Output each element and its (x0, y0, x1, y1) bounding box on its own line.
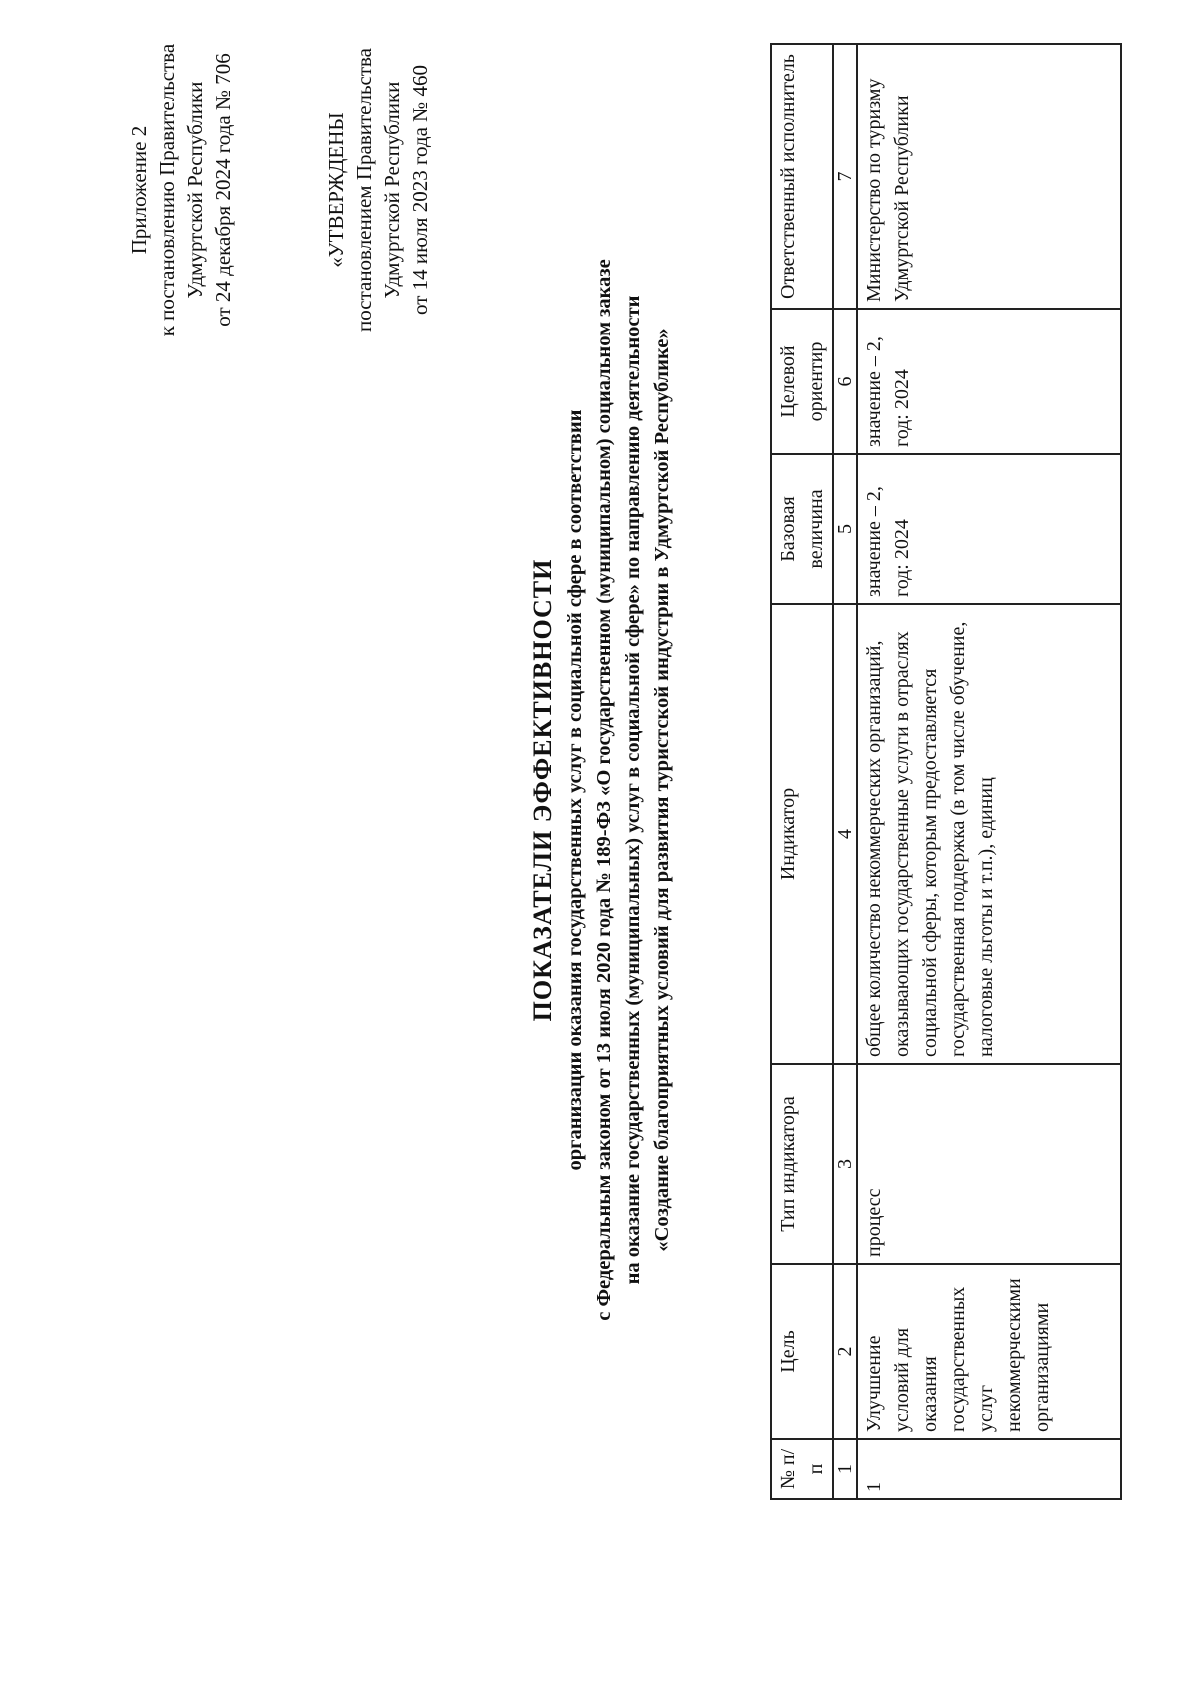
cell-executor: Министерство по туризму Удмуртской Республики (857, 44, 1121, 309)
column-number-row (833, 44, 857, 1499)
column-number: 7 (833, 44, 857, 309)
appendix-line: к постановлению Правительства (155, 43, 179, 337)
table-row (857, 44, 1121, 1499)
indicators-table (770, 43, 1122, 1500)
document-subtitle-line: «Создание благоприятных условий для развития туристской индустрии в Удмуртской Республике» (651, 328, 673, 1252)
approval-block (322, 30, 434, 350)
column-header-type: Тип индикатора (771, 1064, 833, 1264)
column-header-goal: Цель (771, 1264, 833, 1439)
cell-base: значение – 2, год: 2024 (857, 454, 1121, 604)
column-header-executor: Ответственный исполнитель (771, 44, 833, 309)
appendix-line: Приложение 2 (127, 125, 151, 255)
cell-indicator: общее количество некоммерческих организаций, оказывающих государственные услуги в отраслях социальной сферы, которым предоставляется государственная поддержка (в том числе обучение, налоговые льготы и т.п.), единиц (857, 604, 1121, 1064)
document-subtitle-line: с Федеральным законом от 13 июля 2020 года № 189-ФЗ «О государственном (муниципальном) социальном заказе (593, 259, 615, 1321)
column-header-target: Целевой ориентир (771, 309, 833, 454)
cell-goal: Улучшение условий для оказания государственных услуг некоммерческими организациями (857, 1264, 1121, 1439)
column-number: 4 (833, 604, 857, 1064)
table-header-row (771, 44, 833, 1499)
appendix-line: Удмуртской Республики (183, 81, 207, 299)
cell-target: значение – 2, год: 2024 (857, 309, 1121, 454)
column-number: 3 (833, 1064, 857, 1264)
document-subtitle-line: организации оказания государственных услуг в социальной сфере в соответствии (564, 409, 586, 1171)
column-number: 1 (833, 1439, 857, 1499)
appendix-block (125, 30, 237, 350)
approval-line: Удмуртской Республики (380, 81, 404, 299)
column-number: 2 (833, 1264, 857, 1439)
cell-no: 1 (857, 1439, 1121, 1499)
column-number: 6 (833, 309, 857, 454)
approval-line: от 14 июля 2023 года № 460 (408, 65, 432, 315)
column-number: 5 (833, 454, 857, 604)
column-header-base: Базовая величина (771, 454, 833, 604)
document-subtitle-line: на оказание государственных (муниципальных) услуг в социальной сфере» по направлению деятельности (622, 295, 644, 1285)
approval-line: постановлением Правительства (352, 48, 376, 333)
column-header-no: № п/п (771, 1439, 833, 1499)
column-header-indicator: Индикатор (771, 604, 833, 1064)
cell-type: процесс (857, 1064, 1121, 1264)
document-title: ПОКАЗАТЕЛИ ЭФФЕКТИВНОСТИ (528, 558, 557, 1022)
approval-line: «УТВЕРЖДЕНЫ (324, 112, 348, 268)
document-page (70, 40, 1150, 1640)
document-title-block (525, 50, 677, 1530)
appendix-line: от 24 декабря 2024 года № 706 (211, 53, 235, 327)
